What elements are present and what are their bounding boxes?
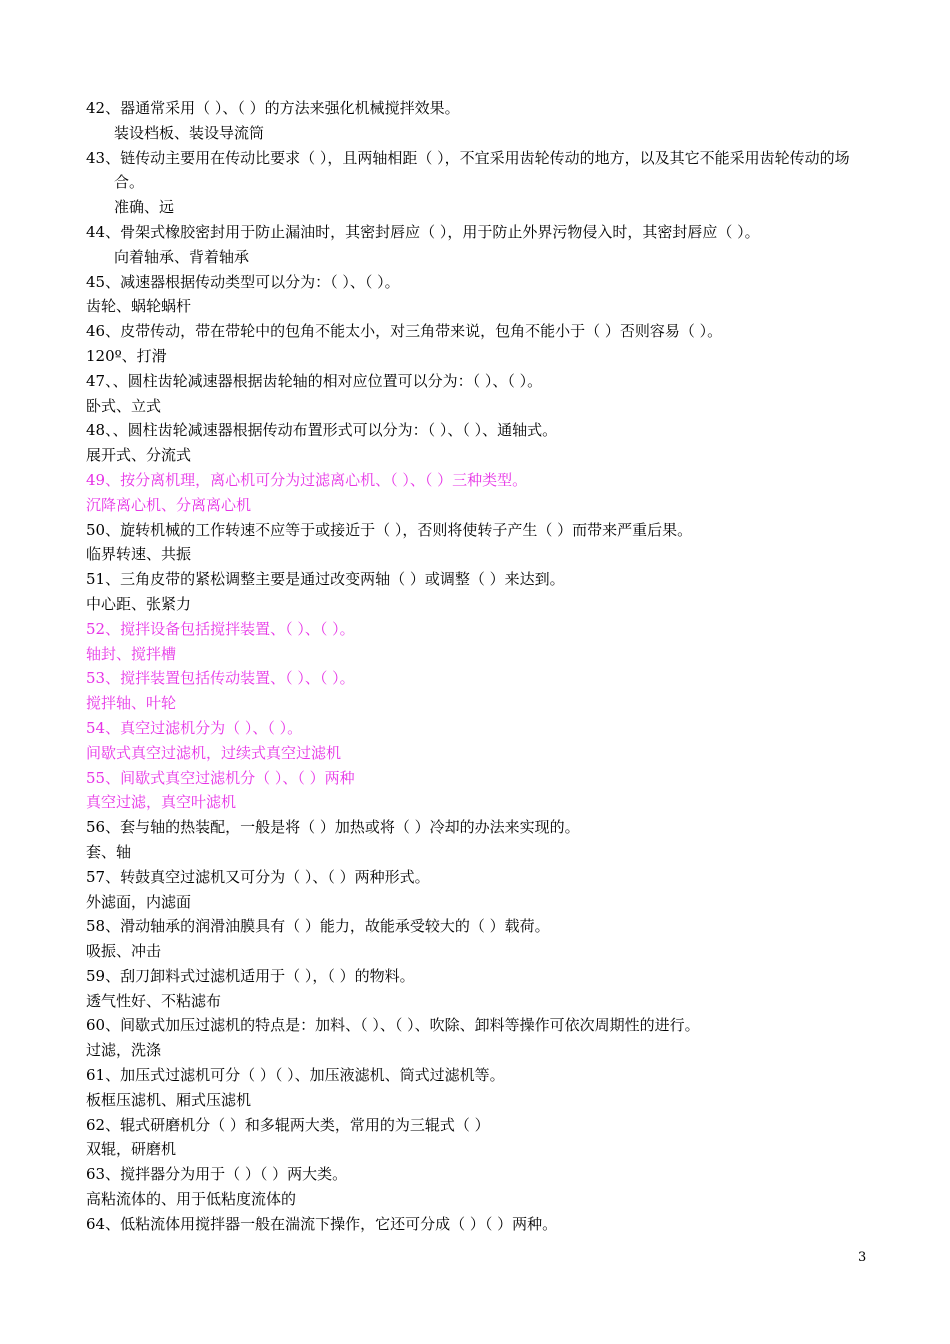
answer-line: 轴封、搅拌槽 xyxy=(86,644,177,663)
question-line: 51、三角皮带的紧松调整主要是通过改变两轴（ ）或调整（ ）来达到。 xyxy=(86,570,565,589)
answer-line: 双辊，研磨机 xyxy=(86,1140,177,1159)
answer-line: 真空过滤，真空叶滤机 xyxy=(86,793,237,812)
question-line: 46、皮带传动，带在带轮中的包角不能太小，对三角带来说，包角不能小于（ ）否则容易（ ）。 xyxy=(86,322,723,341)
answer-line: 齿轮、蜗轮蜗杆 xyxy=(86,297,192,316)
question-line: 60、间歇式加压过滤机的特点是：加料、（ ）、（ ）、吹除、卸料等操作可依次周期性的进行。 xyxy=(86,1016,700,1035)
question-line: 43、链传动主要用在传动比要求（ ），且两轴相距（ ），不宜采用齿轮传动的地方，以及其它不能采用齿轮传动的场合。 xyxy=(86,148,850,192)
answer-line: 外滤面，内滤面 xyxy=(86,892,192,911)
answer-line: 板框压滤机、厢式压滤机 xyxy=(86,1090,252,1109)
question-line: 52、搅拌设备包括搅拌装置、（ ）、（ ）。 xyxy=(86,619,355,638)
answer-line: 卧式、立式 xyxy=(86,396,162,415)
question-line: 62、辊式研磨机分（ ）和多辊两大类，常用的为三辊式（ ） xyxy=(86,1115,490,1134)
answer-line: 中心距、张紧力 xyxy=(86,594,192,613)
question-line: 44、骨架式橡胶密封用于防止漏油时，其密封唇应（ ），用于防止外界污物侵入时，其密封唇应（ ）。 xyxy=(86,222,760,241)
answer-line: 临界转速、共振 xyxy=(86,545,192,564)
question-line: 42、器通常采用（ ）、（ ）的方法来强化机械搅拌效果。 xyxy=(86,99,460,117)
answer-line: 过滤，洗涤 xyxy=(86,1041,162,1060)
answer-line: 搅拌轴、叶轮 xyxy=(86,694,177,713)
question-line: 57、转鼓真空过滤机又可分为（ ）、（ ）两种形式。 xyxy=(86,867,430,886)
answer-line: 准确、远 xyxy=(114,198,175,217)
answer-line: 装设档板、装设导流筒 xyxy=(114,123,265,142)
answer-line: 吸振、冲击 xyxy=(86,942,162,961)
question-line: 61、加压式过滤机可分（ ）（ ）、加压液滤机、筒式过滤机等。 xyxy=(86,1066,505,1085)
question-line: 64、低粘流体用搅拌器一般在湍流下操作，它还可分成（ ）（ ）两种。 xyxy=(86,1214,558,1233)
question-list xyxy=(86,96,876,1237)
question-line: 50、旋转机械的工作转速不应等于或接近于（ ），否则将使转子产生（ ）而带来严重后果。 xyxy=(86,520,693,539)
question-line: 58、滑动轴承的润滑油膜具有（ ）能力，故能承受较大的（ ）载荷。 xyxy=(86,917,550,936)
question-line: 47、、圆柱齿轮减速器根据齿轮轴的相对应位置可以分为：（ ）、（ ）。 xyxy=(86,371,543,390)
page-number: 3 xyxy=(858,1250,867,1265)
answer-line: 向着轴承、背着轴承 xyxy=(114,247,250,266)
answer-line: 沉降离心机、分离离心机 xyxy=(86,495,252,514)
question-line: 55、间歇式真空过滤机分（ ）、（ ）两种 xyxy=(86,768,355,787)
answer-line: 间歇式真空过滤机，过续式真空过滤机 xyxy=(86,743,342,762)
question-line: 59、刮刀卸料式过滤机适用于（ ），（ ）的物料。 xyxy=(86,966,415,985)
question-line: 53、搅拌装置包括传动装置、（ ）、（ ）。 xyxy=(86,669,355,688)
answer-line: 高粘流体的、用于低粘度流体的 xyxy=(86,1190,297,1209)
question-line: 48、、圆柱齿轮减速器根据传动布置形式可以分为：（ ）、（ ）、通轴式。 xyxy=(86,421,558,440)
question-line: 54、真空过滤机分为（ ）、（ ）。 xyxy=(86,718,303,737)
question-line: 45、减速器根据传动类型可以分为：（ ）、（ ）。 xyxy=(86,272,400,291)
answer-line: 透气性好、不粘滤布 xyxy=(86,991,222,1010)
question-line: 49、按分离机理，离心机可分为过滤离心机、（ ）、（ ）三种类型。 xyxy=(86,470,528,489)
answer-line: 展开式、分流式 xyxy=(86,446,192,465)
question-line: 56、套与轴的热装配，一般是将（ ）加热或将（ ）冷却的办法来实现的。 xyxy=(86,818,580,837)
answer-line: 120º、打滑 xyxy=(86,346,167,365)
answer-line: 套、轴 xyxy=(86,842,132,861)
question-line: 63、搅拌器分为用于（ ）（ ）两大类。 xyxy=(86,1165,348,1184)
